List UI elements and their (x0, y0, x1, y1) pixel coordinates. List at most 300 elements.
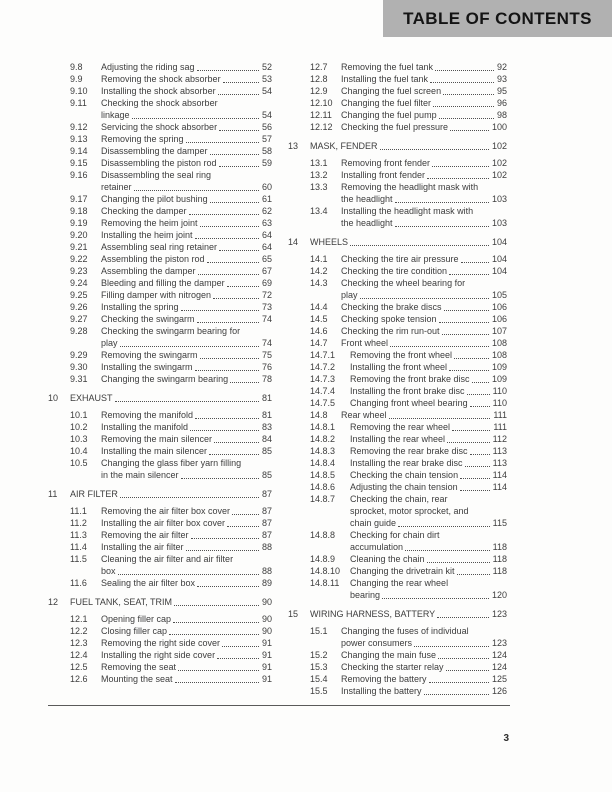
dot-leader (442, 334, 489, 335)
toc-entry-number: 14.4 (310, 302, 328, 312)
toc-entry-page: 81 (261, 393, 272, 403)
toc-entry-page: 87 (261, 506, 272, 516)
toc-entry-number: 12.5 (70, 662, 88, 672)
toc-entry-text: sprocket, motor sprocket, and (350, 506, 469, 516)
toc-entry-page: 102 (491, 170, 507, 180)
toc-entry-lastline (350, 349, 507, 361)
dot-leader (427, 562, 490, 563)
toc-entry-text: Removing front fender (341, 158, 431, 168)
toc-entry-text: Checking the tire air pressure (341, 254, 459, 264)
toc-entry-lastline (350, 361, 507, 373)
toc-entry-9.8 (48, 61, 272, 73)
toc-entry-number: 9.18 (70, 206, 88, 216)
toc-entry-number: 9.25 (70, 290, 88, 300)
toc-entry-text: Filling damper with nitrogen (101, 290, 212, 300)
toc-entry-body (341, 61, 507, 73)
toc-entry-number: 9.21 (70, 242, 88, 252)
toc-entry-text: Changing front wheel bearing (350, 398, 468, 408)
toc-entry-body (350, 397, 507, 409)
dot-leader (207, 262, 259, 263)
toc-entry-body (101, 205, 272, 217)
toc-entry-9.27 (48, 313, 272, 325)
dot-leader (181, 310, 259, 311)
toc-entry-body (101, 121, 272, 133)
toc-entry-9.19 (48, 217, 272, 229)
toc-entry-14.7.4 (288, 385, 507, 397)
dot-leader (449, 274, 489, 275)
toc-entry-page: 124 (491, 662, 507, 672)
dot-leader (382, 598, 489, 599)
toc-entry-number: 15.3 (310, 662, 328, 672)
toc-entry-number: 12.8 (310, 74, 328, 84)
toc-entry-lastline (350, 517, 507, 529)
toc-entry-lastline (101, 313, 272, 325)
toc-entry-text: Removing the main silencer (101, 434, 213, 444)
toc-entry-body (341, 649, 507, 661)
toc-entry-12.1 (48, 613, 272, 625)
toc-entry-body (101, 421, 272, 433)
toc-entry-lastline (341, 169, 507, 181)
toc-entry-lastline (341, 97, 507, 109)
toc-entry-body (101, 193, 272, 205)
dot-leader (210, 154, 259, 155)
toc-entry-number: 14.8.11 (310, 578, 340, 588)
toc-entry-body (341, 625, 507, 649)
dot-leader (432, 166, 489, 167)
toc-entry-text: WIRING HARNESS, BATTERY (310, 609, 436, 619)
toc-entry-body (341, 181, 507, 205)
toc-entry-page: 62 (261, 206, 272, 216)
toc-entry-page: 67 (261, 266, 272, 276)
toc-section-15 (288, 608, 507, 620)
toc-entry-text: Disassembling the piston rod (101, 158, 217, 168)
toc-entry-text: Adjusting the chain tension (350, 482, 458, 492)
toc-entry-text: Assembling the piston rod (101, 254, 205, 264)
dot-leader (227, 286, 259, 287)
toc-entry-number: 9.29 (70, 350, 88, 360)
toc-entry-page: 104 (491, 266, 507, 276)
toc-entry-page: 60 (261, 182, 272, 192)
toc-entry-page: 64 (261, 230, 272, 240)
toc-entry-lastline (70, 392, 272, 404)
toc-entry-text: Changing the pilot bushing (101, 194, 208, 204)
toc-entry-page: 91 (261, 662, 272, 672)
toc-entry-page: 90 (261, 626, 272, 636)
toc-entry-14.4 (288, 301, 507, 313)
toc-entry-text: Removing the spring (101, 134, 184, 144)
toc-entry-number: 12.10 (310, 98, 333, 108)
dot-leader (189, 214, 259, 215)
toc-entry-body (350, 457, 507, 469)
toc-entry-12.12 (288, 121, 507, 133)
dot-leader (219, 166, 259, 167)
dot-leader (470, 454, 490, 455)
toc-entry-text: Changing the fuel pump (341, 110, 437, 120)
toc-entry-page: 81 (261, 410, 272, 420)
toc-entry-text: Removing the air filter box cover (101, 506, 231, 516)
dot-leader (197, 586, 259, 587)
toc-entry-page: 109 (491, 362, 507, 372)
toc-entry-body (70, 596, 272, 608)
toc-entry-page: 83 (261, 422, 272, 432)
toc-entry-number: 14.1 (310, 254, 328, 264)
toc-entry-page: 114 (492, 482, 507, 492)
toc-entry-14.7.1 (288, 349, 507, 361)
toc-entry-13.3 (288, 181, 507, 205)
toc-entry-15.5 (288, 685, 507, 697)
toc-entry-text: Changing the fuel screen (341, 86, 442, 96)
toc-entry-page: 107 (491, 326, 507, 336)
toc-entry-body (101, 637, 272, 649)
toc-entry-body (341, 97, 507, 109)
toc-entry-text: Removing the swingarm (101, 350, 198, 360)
toc-entry-body (350, 553, 507, 565)
toc-entry-body (101, 157, 272, 169)
toc-entry-15.1 (288, 625, 507, 649)
toc-entry-page: 118 (492, 566, 507, 576)
toc-entry-text: Front wheel (341, 338, 389, 348)
toc-entry-number: 12.6 (70, 674, 88, 684)
toc-entry-14.8.9 (288, 553, 507, 565)
dot-leader (360, 298, 489, 299)
toc-entry-page: 104 (491, 254, 507, 264)
toc-entry-text: Removing the right side cover (101, 638, 221, 648)
dot-leader (395, 202, 489, 203)
dot-leader (219, 130, 259, 131)
toc-entry-text: EXHAUST (70, 393, 113, 403)
toc-entry-lastline (341, 61, 507, 73)
dot-leader (197, 70, 259, 71)
toc-entry-lastline (101, 505, 272, 517)
toc-entry-10.4 (48, 445, 272, 457)
toc-entry-text: Changing the drivetrain kit (350, 566, 455, 576)
toc-entry-text: Installing the heim joint (101, 230, 193, 240)
toc-entry-12.8 (288, 73, 507, 85)
dot-leader (227, 526, 259, 527)
dot-leader (174, 605, 259, 606)
toc-entry-body (350, 433, 507, 445)
toc-entry-body (341, 253, 507, 265)
toc-entry-page: 118 (492, 542, 507, 552)
dot-leader (210, 202, 259, 203)
toc-entry-lastline (101, 157, 272, 169)
toc-entry-14.8.3 (288, 445, 507, 457)
toc-entry-number: 12.4 (70, 650, 88, 660)
toc-entry-lastline (341, 217, 507, 229)
toc-entry-text: Checking for chain dirt (350, 530, 440, 540)
toc-entry-number: 14.6 (310, 326, 328, 336)
toc-entry-body (310, 608, 507, 620)
toc-entry-lastline (101, 253, 272, 265)
toc-entry-lastline (350, 457, 507, 469)
toc-entry-body (101, 433, 272, 445)
toc-entry-lastline (341, 265, 507, 277)
toc-entry-11.2 (48, 517, 272, 529)
toc-entry-9.26 (48, 301, 272, 313)
dot-leader (223, 82, 259, 83)
toc-entry-lastline (341, 289, 507, 301)
toc-entry-9.28 (48, 325, 272, 349)
toc-entry-lastline (341, 649, 507, 661)
dot-leader (186, 550, 259, 551)
toc-entry-text: Removing the shock absorber (101, 74, 221, 84)
toc-entry-lastline (101, 565, 272, 577)
toc-entry-9.29 (48, 349, 272, 361)
toc-entry-text: Installing the swingarm (101, 362, 193, 372)
toc-entry-9.14 (48, 145, 272, 157)
toc-entry-number: 9.11 (70, 98, 87, 108)
toc-entry-text: Changing the main fuse (341, 650, 437, 660)
dot-leader (472, 382, 489, 383)
dot-leader (427, 178, 489, 179)
toc-entry-page: 76 (261, 362, 272, 372)
toc-entry-text: in the main silencer (101, 470, 179, 480)
dot-leader (218, 94, 259, 95)
toc-entry-9.15 (48, 157, 272, 169)
toc-entry-body (341, 325, 507, 337)
toc-entry-text: chain guide (350, 518, 397, 528)
toc-entry-12.9 (288, 85, 507, 97)
toc-entry-page: 85 (261, 470, 272, 480)
toc-entry-body (101, 289, 272, 301)
toc-entry-text: Checking the fuel pressure (341, 122, 449, 132)
toc-entry-text: Installing the front wheel (350, 362, 448, 372)
toc-entry-text: Bleeding and filling the damper (101, 278, 225, 288)
toc-entry-lastline (350, 433, 507, 445)
toc-entry-page: 85 (261, 446, 272, 456)
toc-entry-10.3 (48, 433, 272, 445)
toc-entry-text: Removing the battery (341, 674, 427, 684)
toc-entry-number: 9.31 (70, 374, 88, 384)
toc-entry-body (101, 277, 272, 289)
toc-entry-lastline (341, 85, 507, 97)
dot-leader (214, 442, 259, 443)
toc-entry-lastline (341, 337, 507, 349)
toc-entry-lastline (350, 421, 507, 433)
toc-entry-12.10 (288, 97, 507, 109)
toc-entry-number: 12.2 (70, 626, 88, 636)
toc-entry-lastline (101, 373, 272, 385)
toc-entry-body (101, 553, 272, 577)
toc-entry-page: 113 (492, 446, 507, 456)
toc-entry-page: 90 (261, 597, 272, 607)
dot-leader (405, 550, 490, 551)
toc-entry-lastline (341, 301, 507, 313)
toc-entry-lastline (101, 337, 272, 349)
dot-leader (461, 262, 489, 263)
toc-entry-page: 93 (496, 74, 507, 84)
toc-entry-body (101, 265, 272, 277)
dot-leader (389, 418, 491, 419)
dot-leader (465, 466, 490, 467)
toc-entry-number: 14.8.2 (310, 434, 336, 444)
toc-entry-14.7.5 (288, 397, 507, 409)
toc-entry-lastline (101, 433, 272, 445)
toc-entry-number: 9.13 (70, 134, 88, 144)
toc-entry-text: Installing the headlight mask with (341, 206, 474, 216)
toc-entry-15.4 (288, 673, 507, 685)
toc-entry-body (350, 529, 507, 553)
toc-entry-number: 10.1 (70, 410, 88, 420)
toc-entry-9.10 (48, 85, 272, 97)
toc-entry-lastline (101, 673, 272, 685)
toc-entry-number: 13.4 (310, 206, 328, 216)
toc-entry-text: Removing the headlight mask with (341, 182, 479, 192)
toc-entry-text: Checking spoke tension (341, 314, 437, 324)
toc-entry-page: 65 (261, 254, 272, 264)
dot-leader (209, 454, 259, 455)
toc-entry-body (341, 685, 507, 697)
toc-entry-14.7 (288, 337, 507, 349)
dot-leader (115, 401, 259, 402)
dot-leader (454, 358, 489, 359)
toc-entry-body (101, 349, 272, 361)
toc-entry-text: Removing the rear brake disc (350, 446, 468, 456)
toc-entry-number: 14.7.1 (310, 350, 336, 360)
dot-leader (437, 617, 489, 618)
toc-entry-page: 96 (496, 98, 507, 108)
toc-entry-13.2 (288, 169, 507, 181)
toc-entry-number: 12.9 (310, 86, 328, 96)
toc-entry-text: Removing the seat (101, 662, 177, 672)
toc-entry-page: 113 (492, 458, 507, 468)
toc-section-12 (48, 596, 272, 608)
toc-entry-number: 9.26 (70, 302, 88, 312)
dot-leader (219, 250, 259, 251)
toc-entry-9.13 (48, 133, 272, 145)
toc-entry-number: 10.3 (70, 434, 88, 444)
toc-entry-number: 9.20 (70, 230, 88, 240)
dot-leader (175, 682, 259, 683)
toc-entry-number: 15.5 (310, 686, 328, 696)
toc-entry-9.17 (48, 193, 272, 205)
toc-entry-number: 14.7.3 (310, 374, 336, 384)
toc-entry-text: Removing the manifold (101, 410, 194, 420)
toc-entry-lastline (101, 541, 272, 553)
dot-leader (439, 322, 489, 323)
toc-entry-page: 95 (496, 86, 507, 96)
toc-entry-body (70, 392, 272, 404)
toc-entry-page: 52 (261, 62, 272, 72)
toc-entry-page: 118 (492, 554, 507, 564)
toc-entry-lastline (350, 469, 507, 481)
toc-entry-lastline (350, 445, 507, 457)
dot-leader (195, 418, 259, 419)
toc-entry-lastline (341, 73, 507, 85)
toc-entry-text: Installing the manifold (101, 422, 189, 432)
dot-leader (447, 442, 490, 443)
toc-entry-body (341, 337, 507, 349)
dot-leader (181, 478, 259, 479)
toc-entry-text: Installing the rear brake disc (350, 458, 463, 468)
toc-entry-text: Removing the heim joint (101, 218, 198, 228)
toc-entry-page: 111 (493, 422, 507, 432)
toc-entry-number: 15.2 (310, 650, 328, 660)
toc-entry-number: 15.4 (310, 674, 328, 684)
toc-entry-15.3 (288, 661, 507, 673)
toc-entry-text: Installing the main silencer (101, 446, 208, 456)
toc-entry-text: Removing the front wheel (350, 350, 453, 360)
toc-entry-number: 13.3 (310, 182, 328, 192)
toc-entry-text: Installing the air filter box cover (101, 518, 226, 528)
toc-entry-number: 11.5 (70, 554, 87, 564)
toc-entry-body (341, 157, 507, 169)
toc-entry-number: 9.10 (70, 86, 88, 96)
dot-leader (433, 106, 494, 107)
toc-entry-number: 9.24 (70, 278, 88, 288)
toc-entry-body (341, 301, 507, 313)
toc-entry-lastline (341, 325, 507, 337)
toc-entry-number: 11.4 (70, 542, 87, 552)
toc-entry-lastline (101, 529, 272, 541)
toc-entry-13.1 (288, 157, 507, 169)
toc-entry-text: Cleaning the chain (350, 554, 425, 564)
toc-entry-number: 12.11 (310, 110, 332, 120)
dot-leader (232, 514, 259, 515)
toc-entry-lastline (101, 649, 272, 661)
toc-entry-page: 100 (491, 122, 507, 132)
toc-entry-page: 106 (491, 302, 507, 312)
toc-entry-lastline (350, 397, 507, 409)
toc-entry-number: 14 (288, 237, 299, 247)
toc-entry-number: 14.8.3 (310, 446, 336, 456)
toc-entry-9.12 (48, 121, 272, 133)
toc-entry-lastline (101, 661, 272, 673)
toc-entry-text: Cleaning the air filter and air filter (101, 554, 234, 564)
toc-entry-body (101, 661, 272, 673)
toc-entry-number: 11 (48, 489, 58, 499)
toc-entry-page: 78 (261, 374, 272, 384)
toc-entry-body (101, 73, 272, 85)
toc-entry-lastline (101, 265, 272, 277)
toc-entry-page: 57 (261, 134, 272, 144)
toc-entry-page: 61 (261, 194, 272, 204)
toc-entry-text: Sealing the air filter box (101, 578, 196, 588)
toc-entry-page: 88 (261, 566, 272, 576)
toc-entry-text: Checking the tire condition (341, 266, 448, 276)
dot-leader (380, 149, 489, 150)
dot-leader (230, 382, 259, 383)
dot-leader (414, 646, 489, 647)
toc-entry-9.21 (48, 241, 272, 253)
toc-entry-page: 91 (261, 650, 272, 660)
toc-entry-lastline (70, 488, 272, 500)
toc-entry-lastline (101, 445, 272, 457)
toc-entry-9.18 (48, 205, 272, 217)
toc-entry-number: 9.8 (70, 62, 83, 72)
toc-entry-lastline (101, 193, 272, 205)
toc-entry-text: Removing the fuel tank (341, 62, 434, 72)
toc-entry-page: 102 (491, 158, 507, 168)
toc-entry-lastline (350, 481, 507, 493)
toc-entry-9.16 (48, 169, 272, 193)
toc-entry-text: Disassembling the damper (101, 146, 208, 156)
toc-entry-lastline (101, 241, 272, 253)
toc-entry-body (101, 577, 272, 589)
toc-entry-lastline (101, 73, 272, 85)
toc-entry-14.3 (288, 277, 507, 301)
toc-entry-page: 110 (492, 386, 507, 396)
toc-entry-14.7.3 (288, 373, 507, 385)
toc-entry-number: 12.12 (310, 122, 333, 132)
toc-entry-lastline (101, 289, 272, 301)
toc-entry-number: 10.4 (70, 446, 88, 456)
toc-entry-page: 126 (491, 686, 507, 696)
toc-entry-number: 11.6 (70, 578, 87, 588)
toc-entry-body (101, 457, 272, 481)
toc-entry-body (310, 140, 507, 152)
toc-entry-number: 13.1 (310, 158, 328, 168)
